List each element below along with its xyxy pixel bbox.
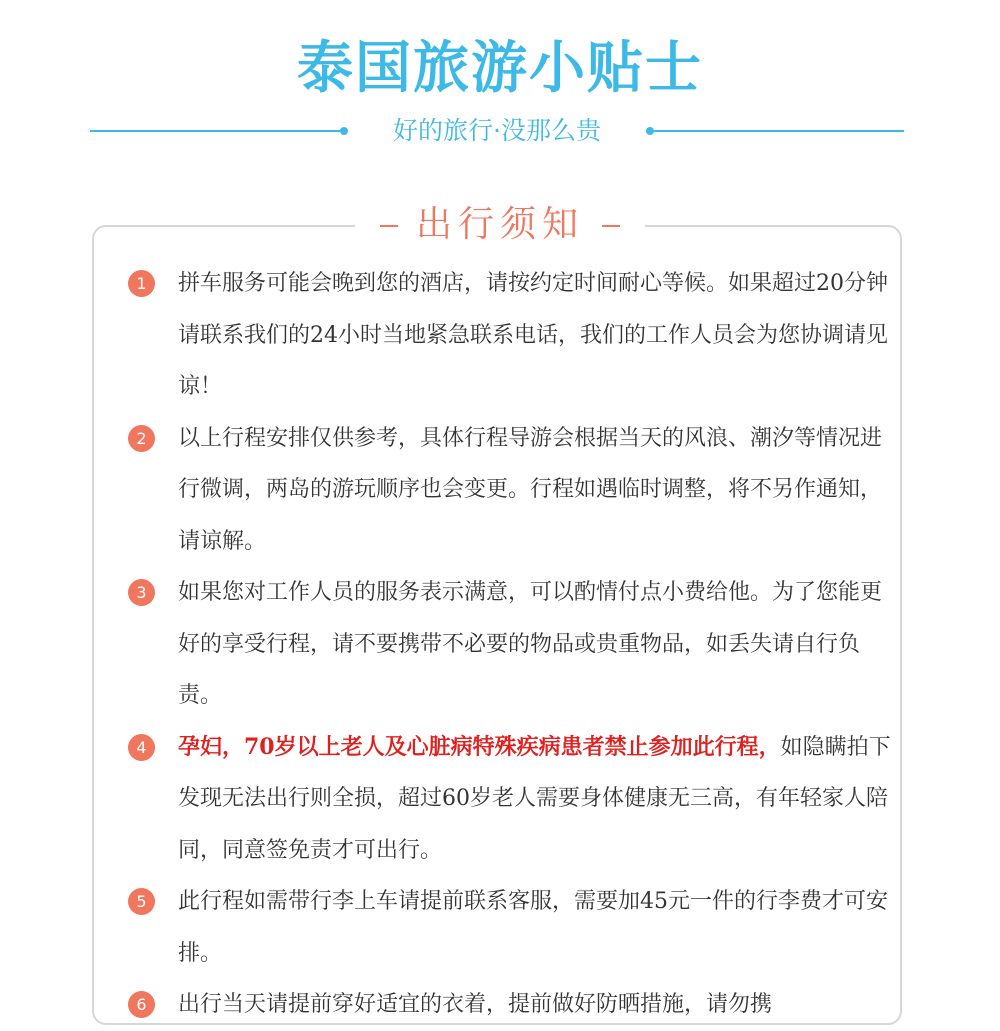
item-number-badge: 6 [128,991,155,1018]
item-body: 出行当天请提前穿好适宜的衣着，提前做好防晒措施，请勿携 [178,992,773,1017]
notice-item [128,413,898,568]
item-number-badge: 4 [128,734,155,761]
subtitle-dot-right [646,127,654,135]
notice-item [128,876,898,979]
notice-item [128,258,898,413]
section-dash-left [380,225,398,227]
item-text [178,567,898,722]
item-text [178,979,898,1031]
item-number-badge: 2 [128,425,155,452]
notice-item [128,979,898,1031]
notice-list [128,258,898,1031]
item-body: 此行程如需带行李上车请提前联系客服，需要加45元一件的行李费才可安排。 [178,889,888,966]
notice-item [128,722,898,877]
item-body: 如隐瞒拍下发现无法出行则全损，超过60岁老人需要身体健康无三高，有年轻家人陪同，同意签免责才可出行。 [178,734,891,863]
item-body: 如果您对工作人员的服务表示满意，可以酌情付点小费给他。为了您能更好的享受行程，请不要携带不必要的物品或贵重物品，如丢失请自行负责。 [178,580,883,708]
item-body: 拼车服务可能会晚到您的酒店，请按约定时间耐心等候。如果超过20分钟请联系我们的24小时当地紧急联系电话，我们的工作人员会为您协调请见谅！ [178,271,888,399]
section-title: 出行须知 [415,204,584,245]
item-warning: 孕妇，70岁以上老人及心脏病特殊疾病患者禁止参加此行程， [178,733,781,760]
item-number-badge: 1 [128,270,155,297]
item-text [178,722,898,877]
section-dash-right [602,225,620,227]
page-title: 泰国旅游小贴士 [297,36,703,101]
section-header [355,200,645,250]
item-body: 以上行程安排仅供参考，具体行程导游会根据当天的风浪、潮汐等情况进行微调，两岛的游玩顺序也会变更。行程如遇临时调整，将不另作通知，请谅解。 [178,425,883,554]
item-text [178,876,898,979]
item-text [178,413,898,568]
subtitle-row [90,112,904,150]
item-text [178,258,898,413]
item-number-badge: 3 [128,579,155,606]
subtitle-divider-right [654,130,904,132]
item-number-badge: 5 [128,888,155,915]
page-subtitle: 好的旅行·没那么贵 [393,116,601,145]
notice-item [128,567,898,722]
